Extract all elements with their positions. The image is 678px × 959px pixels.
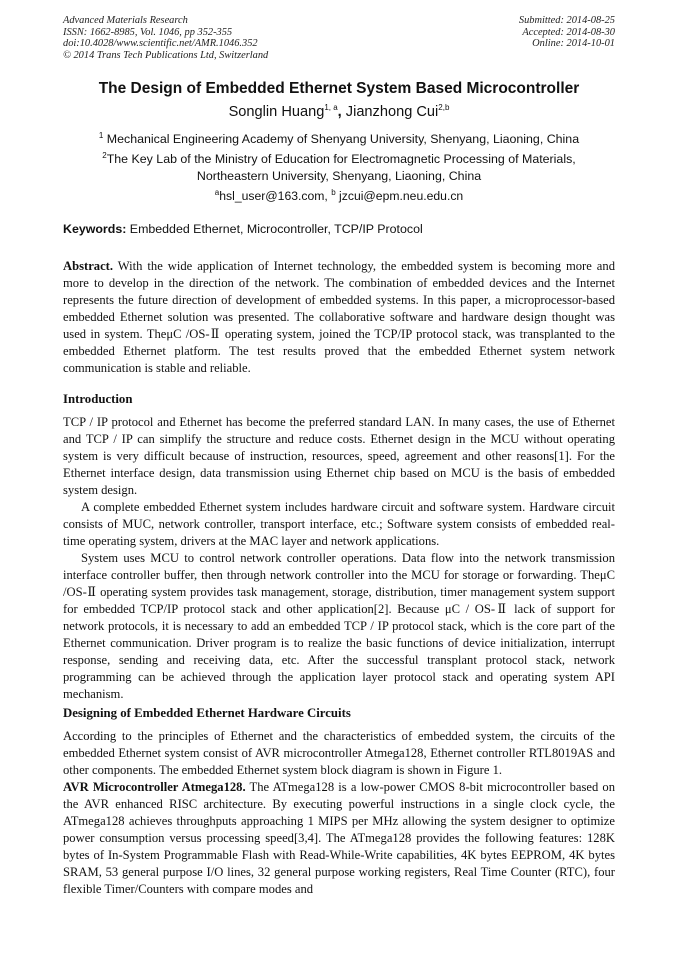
intro-paragraph-2: A complete embedded Ethernet system includes hardware circuit and software system. Hardware circuit consists of MUC, network controller, transport interface, etc.; Software system consists of embedded real-time operating system, drivers at the MAC layer and network applications. [63,500,615,548]
keywords-label: Keywords: [63,222,127,236]
affiliation-1-text: Mechanical Engineering Academy of Shenyang University, Shenyang, Liaoning, China [103,132,580,146]
email-b-sup: b [331,187,336,197]
keywords [63,222,615,236]
journal-doi: doi:10.4028/www.scientific.net/AMR.1046.352 [63,38,258,50]
affiliation-2 [40,151,638,185]
author-2-name: Jianzhong Cui [345,104,439,120]
author-1-name: Songlin Huang [228,104,325,120]
journal-name: Advanced Materials Research [63,15,188,26]
affiliation-2-text-1: The Key Lab of the Ministry of Education for Electromagnetic Processing of Materials, [106,152,576,166]
hardware-paragraph-1: According to the principles of Ethernet and the characteristics of embedded system, the circuits of the embedded Ethernet system consist of AVR microcontroller Atmega128, Ethernet controller RTL8019AS and other components. The embedded Ethernet system block diagram is shown in Figure 1. [63,729,615,777]
paper-title: The Design of Embedded Ethernet System Based Microcontroller [98,80,580,97]
journal-issn: ISSN: 1662-8985, Vol. 1046, pp 352-355 [63,26,233,38]
journal-header-right [519,15,615,50]
affiliation-2-sup: 2 [102,150,107,160]
section-heading-introduction: Introduction [63,392,133,406]
affiliation-2-line-2: Northeastern University, Shenyang, Liaoning, China [196,169,482,183]
author-2-sup: 2,b [438,103,450,113]
abstract [63,258,615,377]
journal-header-left [63,15,268,61]
author-separator: , [337,104,346,120]
online-date: Online: 2014-10-01 [532,38,615,50]
author-line [0,104,678,120]
section-heading-hardware: Designing of Embedded Ethernet Hardware Circuits [63,706,351,720]
hardware-paragraph-2 [63,779,615,898]
affiliation-2-line-1 [40,151,638,168]
intro-paragraph-3: System uses MCU to control network controller operations. Data flow into the network transmission interface controller buffer, then through network controller into the MCU for storage or forwarding. TheμC /OS-Ⅱ operating system provides task management, storage, distribution, timer management system support for embedded TCP/IP protocol stack and other application[2]. Because μC / OS-Ⅱ lack of support for network protocols, it is necessary to add an embedded TCP / IP protocol stack, which is the core part of the Ethernet communication. Driver program is to realize the basic functions of device initialization, interrupt response, sending and receiving data, etc. After the successful transplant protocol stack, network programming can be achieved through the application layer protocol stack and operating system API mechanism. [63,551,615,701]
author-emails [0,189,678,203]
keywords-text: Embedded Ethernet, Microcontroller, TCP/IP Protocol [126,222,423,236]
intro-paragraph-1: TCP / IP protocol and Ethernet has become the preferred standard LAN. In many cases, the use of Ethernet and TCP / IP can simplify the structure and reduce costs. Ethernet design in the MCU without operating system is very difficult because of instruction, resources, speed, agreement and other reasons[1]. For the Ethernet interface design, data transmission using Ethernet chip based on MCU is the basis of embedded system design. [63,415,615,497]
accepted-date: Accepted: 2014-08-30 [522,26,615,38]
introduction-body [63,414,615,703]
journal-copyright: © 2014 Trans Tech Publications Ltd, Switzerland [63,49,269,61]
abstract-label: Abstract. [63,259,114,273]
abstract-text: With the wide application of Internet technology, the embedded system is becoming more and more to develop in the direction of the network. The combination of embedded devices and the Internet represents the future direction of development of embedded systems. In this paper, a microprocessor-based embedded Ethernet solution was presented. The collaborative software and hardware design thought was used in system. TheμC /OS-Ⅱ operating system, joined the TCP/IP protocol stack, was transplanted to the embedded Ethernet platform. The test results proved that the embedded Ethernet system network communication is stable and reliable. [63,259,615,375]
submitted-date: Submitted: 2014-08-25 [518,15,615,26]
affiliation-1-sup: 1 [98,130,104,140]
affiliation-1 [40,131,638,148]
hardware-body [63,728,615,898]
email-b: jzcui@epm.neu.edu.cn [335,189,464,203]
email-a: hsl_user@163.com, [219,189,332,203]
avr-subheading: AVR Microcontroller Atmega128. [63,780,246,794]
avr-text: The ATmega128 is a low-power CMOS 8-bit microcontroller based on the AVR enhanced RISC architecture. By executing powerful instructions in a single clock cycle, the ATmega128 achieves throughputs approaching 1 MIPS per MHz allowing the system designer to optimize power consumption versus processing speed[3,4]. The ATmega128 provides the following features: 128K bytes of In-System Programmable Flash with Read-While-Write capabilities, 4K bytes EEPROM, 4K bytes SRAM, 53 general purpose I/O lines, 32 general purpose working registers, Real Time Counter (RTC), four flexible Timer/Counters with compare modes and [63,780,615,896]
author-1-sup: 1, a [324,103,338,113]
email-a-sup: a [214,187,220,197]
